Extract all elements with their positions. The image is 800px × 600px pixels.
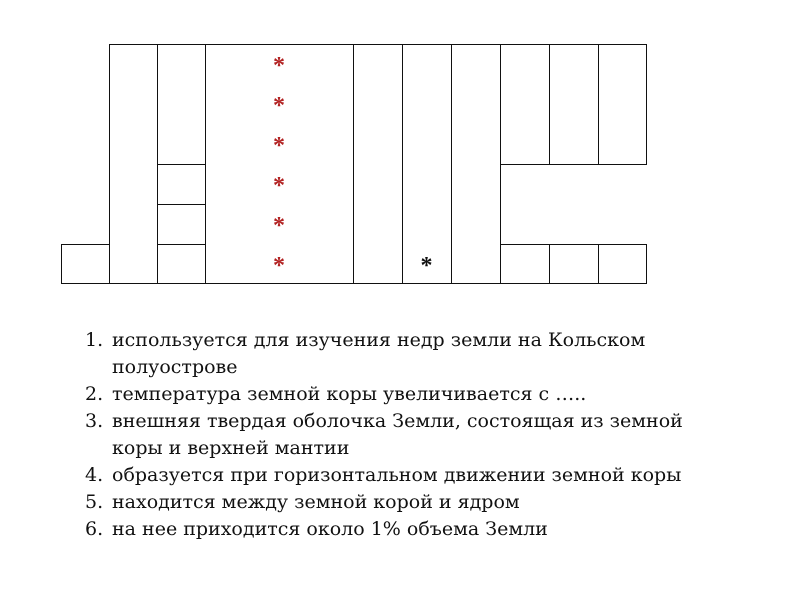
star-icon: * — [273, 133, 285, 159]
crossword-cell — [549, 244, 599, 284]
clue-item — [85, 381, 725, 408]
star-icon: * — [273, 93, 285, 119]
clue-item — [85, 462, 725, 489]
crossword-cell — [157, 44, 206, 165]
star-icon: * — [273, 253, 285, 279]
clue-text: внешняя твердая оболочка Земли, состоящая из земной коры и верхней мантии — [112, 410, 683, 459]
crossword-cell — [109, 44, 158, 284]
clue-number: 4. — [85, 464, 104, 486]
crossword-cell — [451, 44, 501, 284]
clue-text: используется для изучения недр земли на Кольском полуострове — [112, 329, 646, 378]
crossword-cell — [353, 44, 403, 284]
crossword-cell — [598, 244, 647, 284]
clue-text: температура земной коры увеличивается с ….. — [112, 383, 587, 405]
clue-item — [85, 408, 725, 462]
star-icon: * — [273, 53, 285, 79]
clue-number: 2. — [85, 383, 104, 405]
clue-text: на нее приходится около 1% объема Земли — [112, 518, 548, 540]
crossword-cell — [157, 244, 206, 284]
star-icon: * — [420, 253, 433, 279]
crossword-cell — [402, 44, 452, 284]
clue-number: 5. — [85, 491, 104, 513]
star-icon: * — [273, 213, 285, 239]
crossword-cell — [61, 244, 110, 284]
clue-item — [85, 489, 725, 516]
clue-number: 6. — [85, 518, 104, 540]
clue-text: находится между земной корой и ядром — [112, 491, 520, 513]
crossword-cell — [500, 44, 550, 165]
clue-number: 3. — [85, 410, 104, 432]
clue-item — [85, 327, 725, 381]
clue-item — [85, 516, 725, 543]
crossword-cell — [549, 44, 599, 165]
crossword-cell — [500, 244, 550, 284]
crossword-cell — [205, 44, 354, 284]
clue-text: образуется при горизонтальном движении земной коры — [112, 464, 682, 486]
clue-list — [85, 327, 725, 543]
crossword-cell — [157, 204, 206, 245]
crossword-cell — [598, 44, 647, 165]
clue-number: 1. — [85, 329, 104, 351]
star-icon: * — [273, 173, 285, 199]
crossword-cell — [157, 164, 206, 205]
